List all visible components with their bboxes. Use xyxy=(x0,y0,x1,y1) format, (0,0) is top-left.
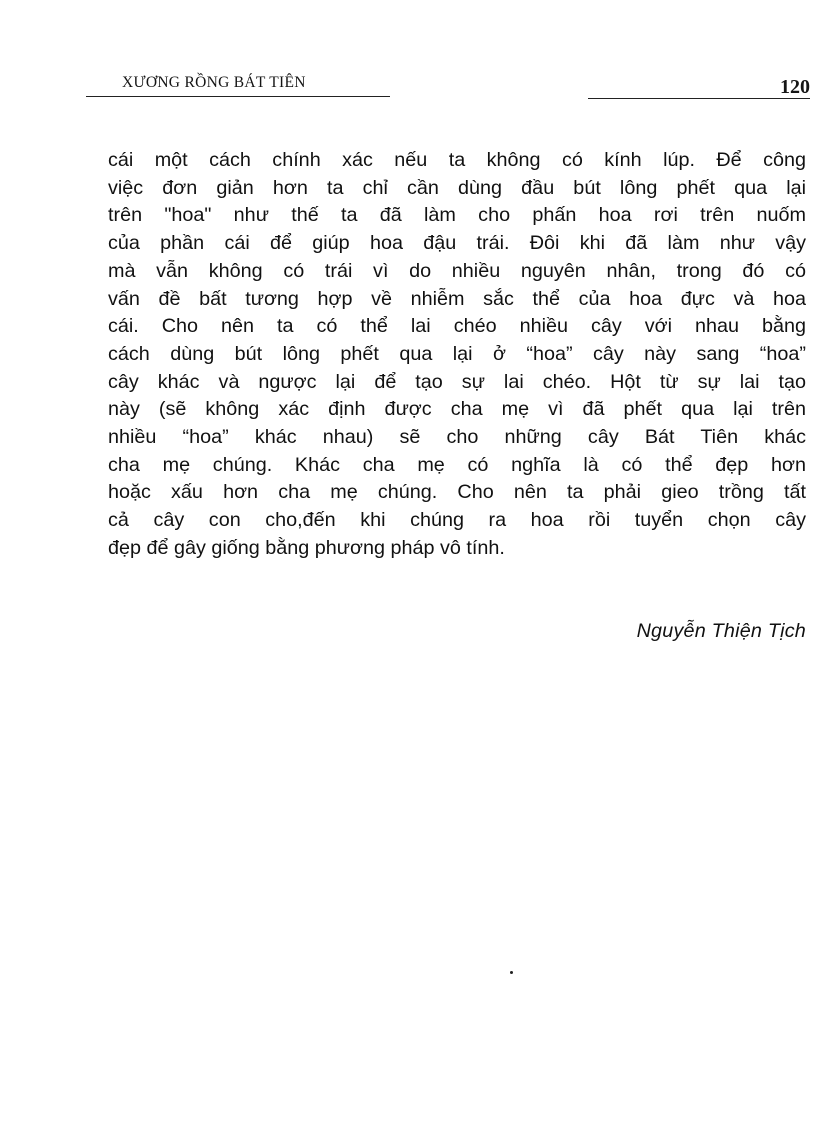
page-number: 120 xyxy=(780,76,810,98)
text-line: của phần cái để giúp hoa đậu trái. Đôi khi đã làm như vậy xyxy=(108,232,806,255)
header-rule xyxy=(588,98,810,99)
text-line: cây khác và ngược lại để tạo sự lai chéo. Hột từ sự lai tạo xyxy=(108,370,806,393)
scan-speck xyxy=(510,971,513,974)
author-signature: Nguyễn Thiện Tịch xyxy=(636,620,806,642)
text-line: cách dùng bút lông phết qua lại ở “hoa” cây này sang “hoa” xyxy=(108,342,806,365)
text-line: cả cây con cho,đến khi chúng ra hoa rồi tuyển chọn cây xyxy=(108,509,806,532)
text-line: việc đơn giản hơn ta chỉ cần dùng đầu bút lông phết qua lại xyxy=(108,176,806,199)
text-line: này (sẽ không xác định được cha mẹ vì đã phết qua lại trên xyxy=(108,398,806,421)
text-line: nhiều “hoa” khác nhau) sẽ cho những cây Bát Tiên khác xyxy=(108,426,806,449)
text-line: đẹp để gây giống bằng phương pháp vô tính. xyxy=(108,536,505,559)
text-line: mà vẫn không có trái vì do nhiều nguyên nhân, trong đó có xyxy=(108,259,806,282)
text-line: cái. Cho nên ta có thể lai chéo nhiều cây với nhau bằng xyxy=(108,315,806,338)
text-line: hoặc xấu hơn cha mẹ chúng. Cho nên ta phải gieo trồng tất xyxy=(108,481,806,504)
text-line: vấn đề bất tương hợp về nhiễm sắc thể của hoa đực và hoa xyxy=(108,287,806,310)
body-text xyxy=(108,147,806,563)
page-header xyxy=(80,72,810,104)
running-title: XƯƠNG RỒNG BÁT TIÊN xyxy=(122,74,306,91)
text-line: trên "hoa" như thế ta đã làm cho phấn hoa rơi trên nuốm xyxy=(108,204,806,227)
header-rule xyxy=(86,96,390,97)
text-line: cái một cách chính xác nếu ta không có kính lúp. Để công xyxy=(108,149,806,171)
text-line: cha mẹ chúng. Khác cha mẹ có nghĩa là có thể đẹp hơn xyxy=(108,453,806,476)
